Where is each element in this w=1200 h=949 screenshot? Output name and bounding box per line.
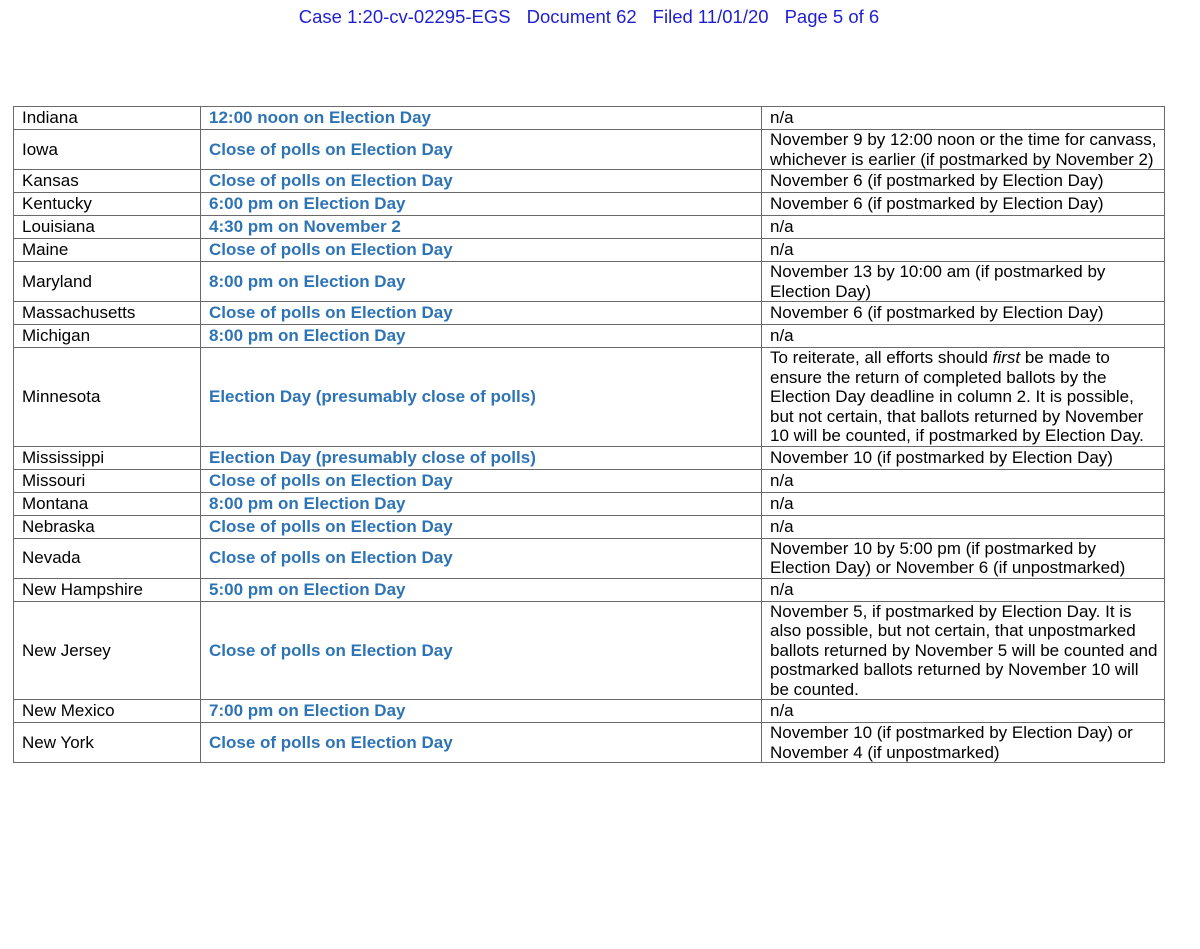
deadline-table [13, 106, 1165, 763]
deadline-cell: 8:00 pm on Election Day [201, 262, 762, 302]
receipt-cell: n/a [762, 515, 1165, 538]
state-cell: New York [14, 723, 201, 763]
state-cell: Louisiana [14, 216, 201, 239]
table-row [14, 515, 1165, 538]
deadline-cell: Close of polls on Election Day [201, 302, 762, 325]
deadline-cell: Close of polls on Election Day [201, 538, 762, 578]
deadline-cell: Close of polls on Election Day [201, 601, 762, 700]
deadline-cell: 5:00 pm on Election Day [201, 578, 762, 601]
document-number: Document 62 [526, 6, 637, 27]
state-cell: Minnesota [14, 348, 201, 447]
state-cell: Montana [14, 492, 201, 515]
receipt-cell: n/a [762, 469, 1165, 492]
state-cell: Iowa [14, 130, 201, 170]
deadline-cell: Election Day (presumably close of polls) [201, 446, 762, 469]
receipt-cell: n/a [762, 700, 1165, 723]
table-row [14, 193, 1165, 216]
receipt-cell: n/a [762, 107, 1165, 130]
state-cell: Indiana [14, 107, 201, 130]
receipt-cell: November 10 by 5:00 pm (if postmarked by Election Day) or November 6 (if unpostmarked) [762, 538, 1165, 578]
deadline-cell: Election Day (presumably close of polls) [201, 348, 762, 447]
state-cell: Kansas [14, 170, 201, 193]
receipt-text: be made to ensure the return of completed ballots by the Election Day deadline in column 2. It is possible, but not certain, that ballots returned by November 10 will be counted, if postmarked by Election Day. [770, 348, 1144, 445]
page-number: Page 5 of 6 [784, 6, 880, 27]
state-cell: Nevada [14, 538, 201, 578]
table-row [14, 170, 1165, 193]
deadline-cell: Close of polls on Election Day [201, 469, 762, 492]
receipt-cell [762, 348, 1165, 447]
table-row [14, 239, 1165, 262]
state-cell: Maryland [14, 262, 201, 302]
receipt-cell: n/a [762, 216, 1165, 239]
deadline-cell: 8:00 pm on Election Day [201, 492, 762, 515]
deadline-cell: 6:00 pm on Election Day [201, 193, 762, 216]
table-row [14, 325, 1165, 348]
table-row [14, 130, 1165, 170]
table-row [14, 348, 1165, 447]
emphasis-text: first [992, 348, 1021, 367]
receipt-cell: November 6 (if postmarked by Election Day) [762, 302, 1165, 325]
deadline-cell: Close of polls on Election Day [201, 130, 762, 170]
table-row [14, 578, 1165, 601]
table-row [14, 469, 1165, 492]
state-cell: Nebraska [14, 515, 201, 538]
table-row [14, 492, 1165, 515]
table-row [14, 700, 1165, 723]
table-row [14, 538, 1165, 578]
receipt-cell: n/a [762, 492, 1165, 515]
deadline-cell: Close of polls on Election Day [201, 515, 762, 538]
table-row [14, 216, 1165, 239]
deadline-cell: 12:00 noon on Election Day [201, 107, 762, 130]
deadline-cell: Close of polls on Election Day [201, 170, 762, 193]
state-cell: New Hampshire [14, 578, 201, 601]
table-row [14, 302, 1165, 325]
state-cell: New Mexico [14, 700, 201, 723]
deadline-cell: Close of polls on Election Day [201, 239, 762, 262]
deadline-cell: 8:00 pm on Election Day [201, 325, 762, 348]
receipt-cell: November 9 by 12:00 noon or the time for canvass, whichever is earlier (if postmarked by November 2) [762, 130, 1165, 170]
table-row [14, 107, 1165, 130]
case-number: Case 1:20-cv-02295-EGS [298, 6, 511, 27]
table-row [14, 446, 1165, 469]
receipt-cell: n/a [762, 239, 1165, 262]
table-row [14, 723, 1165, 763]
receipt-cell: November 6 (if postmarked by Election Day) [762, 170, 1165, 193]
deadline-cell: 7:00 pm on Election Day [201, 700, 762, 723]
receipt-cell: November 10 (if postmarked by Election Day) or November 4 (if unpostmarked) [762, 723, 1165, 763]
filed-date: Filed 11/01/20 [652, 6, 769, 27]
table-row [14, 262, 1165, 302]
state-cell: Kentucky [14, 193, 201, 216]
table-row [14, 601, 1165, 700]
state-cell: New Jersey [14, 601, 201, 700]
state-cell: Missouri [14, 469, 201, 492]
state-cell: Michigan [14, 325, 201, 348]
receipt-cell: November 5, if postmarked by Election Day. It is also possible, but not certain, that unpostmarked ballots returned by November 5 will be counted and postmarked ballots returned by November 10 will be counted. [762, 601, 1165, 700]
receipt-text: To reiterate, all efforts should [770, 348, 993, 367]
state-cell: Maine [14, 239, 201, 262]
deadline-cell: Close of polls on Election Day [201, 723, 762, 763]
receipt-cell: November 10 (if postmarked by Election Day) [762, 446, 1165, 469]
state-cell: Massachusetts [14, 302, 201, 325]
page-header [0, 6, 1178, 28]
receipt-cell: November 13 by 10:00 am (if postmarked by Election Day) [762, 262, 1165, 302]
receipt-cell: n/a [762, 325, 1165, 348]
state-cell: Mississippi [14, 446, 201, 469]
deadline-cell: 4:30 pm on November 2 [201, 216, 762, 239]
receipt-cell: n/a [762, 578, 1165, 601]
receipt-cell: November 6 (if postmarked by Election Day) [762, 193, 1165, 216]
